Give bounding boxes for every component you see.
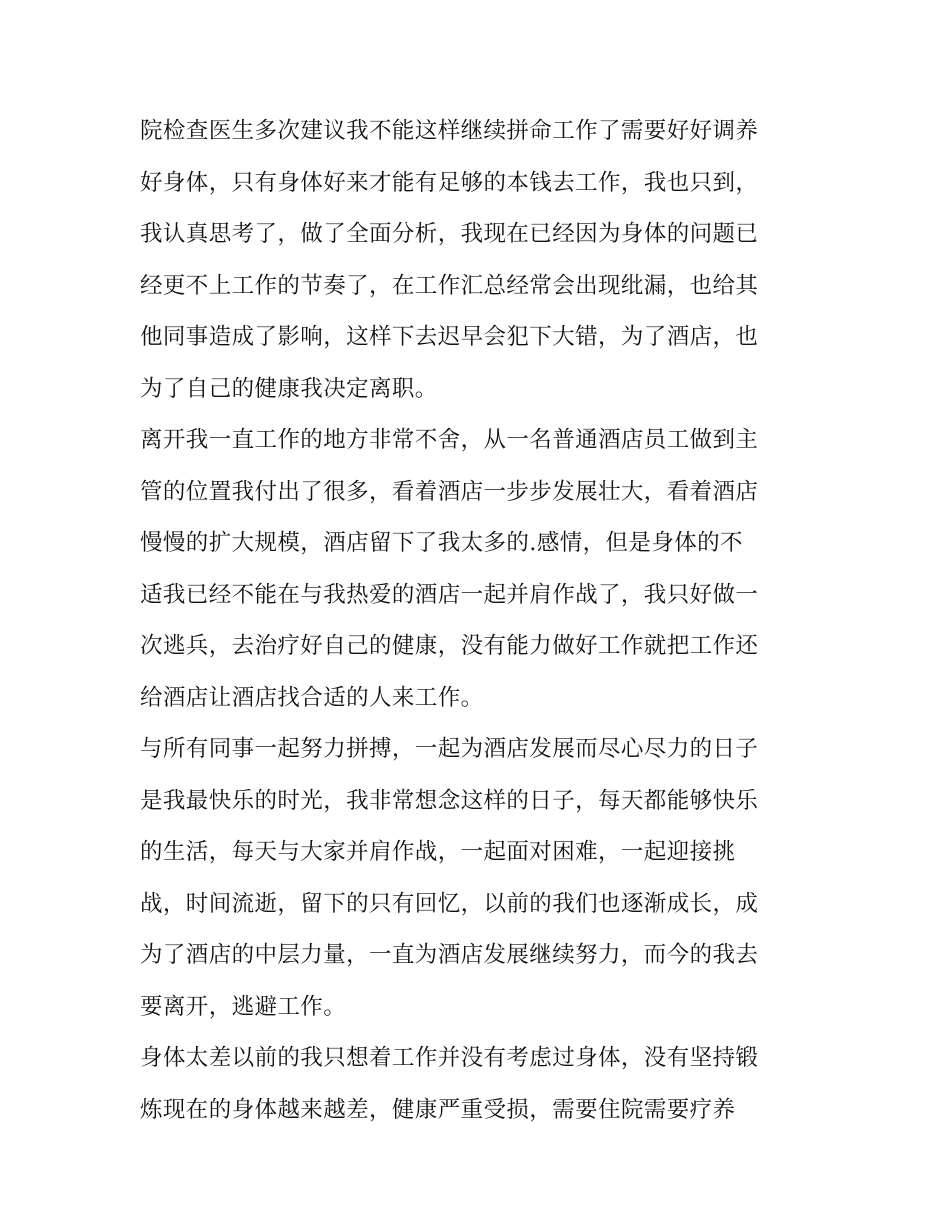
text-line: 为了自己的健康我决定离职。 [140, 375, 438, 402]
text-line: 他同事造成了影响，这样下去迟早会犯下大错，为了酒店，也 [140, 324, 759, 350]
text-line: 我认真思考了，做了全面分析，我现在已经因为身体的问题已 [140, 221, 759, 247]
text-line: 好身体，只有身体好来才能有足够的本钱去工作，我也只到， [140, 169, 759, 196]
text-line: 离开我一直工作的地方非常不舍，从一名普通酒店员工做到主 [140, 427, 759, 453]
text-line: 给酒店让酒店找合适的人来工作。 [140, 684, 484, 711]
text-line: 要离开，逃避工作。 [140, 993, 347, 1020]
text-line: 的生活，每天与大家并肩作战，一起面对困难，一起迎接挑 [140, 839, 736, 865]
text-line: 次逃兵，去治疗好自己的健康，没有能力做好工作就把工作还 [140, 633, 759, 659]
text-line: 适我已经不能在与我热爱的酒店一起并肩作战了，我只好做一 [140, 581, 759, 608]
text-line: 炼现在的身体越来越差，健康严重受损，需要住院需要疗养 [140, 1096, 736, 1123]
text-line: 身体太差以前的我只想着工作并没有考虑过身体，没有坚持锻 [140, 1045, 759, 1071]
text-line: 管的位置我付出了很多，看着酒店一步步发展壮大，看着酒店 [140, 478, 759, 505]
text-line: 经更不上工作的节奏了，在工作汇总经常会出现纰漏，也给其 [140, 272, 759, 299]
document-body [140, 106, 820, 1136]
text-line: 慢慢的扩大规模，酒店留下了我太多的.感情，但是身体的不 [140, 530, 743, 556]
text-line: 为了酒店的中层力量，一直为酒店发展继续努力，而今的我去 [140, 942, 759, 968]
text-line: 与所有同事一起努力拼搏，一起为酒店发展而尽心尽力的日子 [140, 736, 759, 762]
text-line: 是我最快乐的时光，我非常想念这样的日子，每天都能够快乐 [140, 787, 759, 814]
text-line: 战，时间流逝，留下的只有回忆，以前的我们也逐渐成长，成 [140, 890, 759, 917]
text-line: 院检查医生多次建议我不能这样继续拼命工作了需要好好调养 [140, 118, 759, 144]
